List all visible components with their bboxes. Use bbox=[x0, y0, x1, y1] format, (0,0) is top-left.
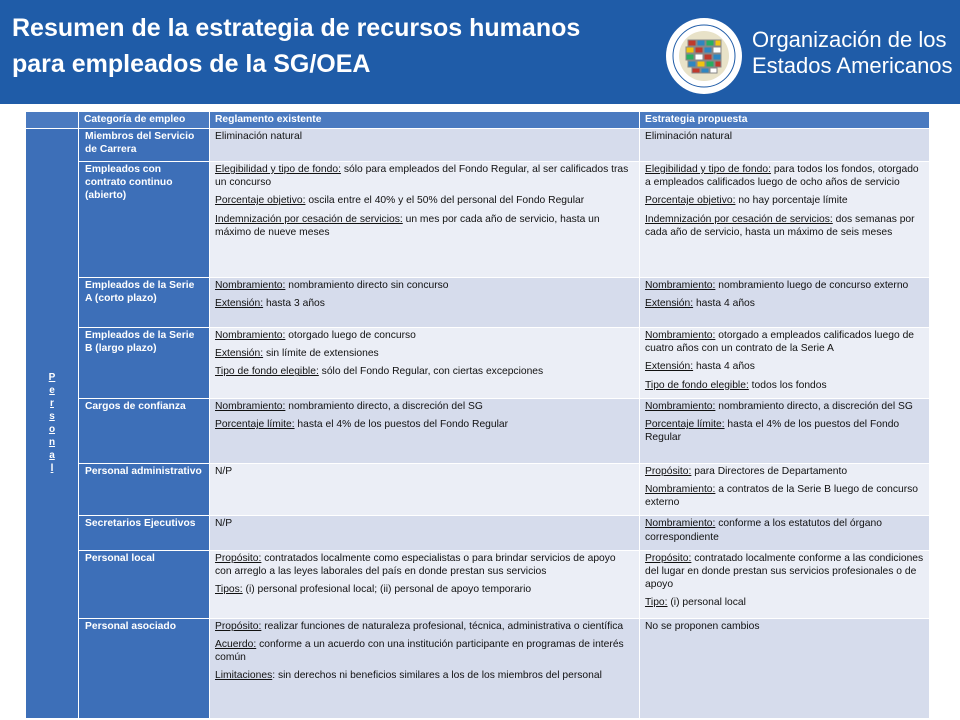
table-row bbox=[26, 162, 930, 278]
side-letter: n bbox=[48, 437, 56, 449]
proposed-item: Porcentaje límite: hasta el 4% de los puestos del Fondo Regular bbox=[645, 419, 900, 444]
proposed-item: Nombramiento: conforme a los estatutos del órgano correspondiente bbox=[645, 518, 882, 543]
table-row bbox=[26, 618, 930, 718]
existing-cell bbox=[210, 516, 640, 550]
existing-item: Nombramiento: otorgado luego de concurso bbox=[215, 330, 416, 341]
proposed-item: Porcentaje objetivo: no hay porcentaje límite bbox=[645, 195, 848, 207]
proposed-item: Nombramiento: nombramiento luego de concurso externo bbox=[645, 280, 909, 291]
table-row bbox=[26, 328, 930, 399]
title-line-1: Resumen de la estrategia de recursos humanos bbox=[12, 14, 581, 42]
existing-item: Extensión: hasta 3 años bbox=[215, 298, 325, 310]
existing-item: Porcentaje límite: hasta el 4% de los puestos del Fondo Regular bbox=[215, 419, 509, 431]
existing-item: Tipos: (i) personal profesional local; (ii) personal de apoyo temporario bbox=[215, 584, 532, 596]
proposed-item: Tipo: (i) personal local bbox=[645, 597, 746, 609]
category-cell: Empleados con contrato continuo (abierto) bbox=[79, 162, 210, 278]
existing-cell bbox=[210, 129, 640, 162]
proposed-item: Extensión: hasta 4 años bbox=[645, 298, 755, 310]
existing-cell bbox=[210, 463, 640, 516]
proposed-cell bbox=[640, 398, 930, 463]
table-row bbox=[26, 129, 930, 162]
existing-item: N/P bbox=[215, 465, 233, 477]
existing-cell bbox=[210, 278, 640, 328]
existing-item: Extensión: sin límite de extensiones bbox=[215, 348, 379, 360]
side-letter: r bbox=[50, 398, 54, 410]
page-title bbox=[12, 10, 652, 82]
proposed-item: Extensión: hasta 4 años bbox=[645, 361, 755, 373]
proposed-cell bbox=[640, 278, 930, 328]
proposed-item: Indemnización por cesación de servicios: dos semanas por cada año de servicio, hasta un máximo de seis meses bbox=[645, 213, 915, 238]
category-cell: Empleados de la Serie A (corto plazo) bbox=[79, 278, 210, 328]
existing-item: Propósito: contratados localmente como especialistas o para brindar servicios de apoyo con arreglo a las leyes laborales del país en donde prestan sus servicios bbox=[215, 552, 616, 578]
proposed-item: No se proponen cambios bbox=[645, 620, 760, 632]
table-header-row bbox=[26, 112, 930, 129]
existing-item: Tipo de fondo elegible: sólo del Fondo Regular, con ciertas excepciones bbox=[215, 366, 544, 378]
existing-item: Porcentaje objetivo: oscila entre el 40% y el 50% del personal del Fondo Regular bbox=[215, 195, 585, 207]
proposed-cell bbox=[640, 516, 930, 550]
proposed-item: Nombramiento: a contratos de la Serie B luego de concurso externo bbox=[645, 484, 919, 509]
existing-cell bbox=[210, 328, 640, 399]
existing-cell bbox=[210, 398, 640, 463]
header-category: Categoría de empleo bbox=[79, 112, 210, 129]
side-label-personal bbox=[26, 129, 79, 719]
organization-name bbox=[752, 27, 953, 79]
existing-item: Indemnización por cesación de servicios: un mes por cada año de servicio, hasta un máximo de nueve meses bbox=[215, 213, 600, 238]
table-row bbox=[26, 516, 930, 550]
proposed-item: Tipo de fondo elegible: todos los fondos bbox=[645, 379, 827, 391]
side-letter: e bbox=[49, 385, 55, 397]
category-cell: Cargos de confianza bbox=[79, 398, 210, 463]
proposed-cell bbox=[640, 162, 930, 278]
existing-cell bbox=[210, 618, 640, 718]
existing-item: Nombramiento: nombramiento directo, a discreción del SG bbox=[215, 400, 483, 412]
existing-cell bbox=[210, 550, 640, 618]
category-cell: Miembros del Servicio de Carrera bbox=[79, 129, 210, 162]
existing-item: N/P bbox=[215, 518, 233, 530]
existing-item: Elegibilidad y tipo de fondo: sólo para empleados del Fondo Regular, al ser calificados tras un concurso bbox=[215, 164, 629, 189]
side-letter: a bbox=[49, 450, 55, 462]
header-proposed: Estrategia propuesta bbox=[640, 112, 930, 129]
side-letter: o bbox=[48, 424, 56, 436]
existing-item: Nombramiento: nombramiento directo sin concurso bbox=[215, 280, 449, 291]
org-name-line-1: Organización de los bbox=[752, 27, 947, 52]
table-row bbox=[26, 278, 930, 328]
title-line-2: para empleados de la SG/OEA bbox=[12, 50, 371, 78]
oas-seal-logo bbox=[664, 16, 744, 96]
category-cell: Personal asociado bbox=[79, 618, 210, 718]
category-cell: Personal local bbox=[79, 550, 210, 618]
proposed-item: Elegibilidad y tipo de fondo: para todos los fondos, otorgado a empleados calificados luego de ocho años de servicio bbox=[645, 164, 919, 189]
proposed-item: Propósito: contratado localmente conforme a las condiciones del lugar en donde prestan sus servicios profesionales o de apoyo bbox=[645, 552, 924, 591]
proposed-item: Nombramiento: nombramiento directo, a discreción del SG bbox=[645, 400, 913, 412]
proposed-cell bbox=[640, 463, 930, 516]
category-cell: Empleados de la Serie B (largo plazo) bbox=[79, 328, 210, 399]
side-letter: s bbox=[49, 411, 55, 423]
proposed-item: Propósito: para Directores de Departamento bbox=[645, 465, 848, 477]
proposed-cell bbox=[640, 618, 930, 718]
header-blank bbox=[26, 112, 79, 129]
proposed-cell bbox=[640, 328, 930, 399]
existing-item: Acuerdo: conforme a un acuerdo con una institución participante en programas de interés común bbox=[215, 639, 624, 664]
category-cell: Personal administrativo bbox=[79, 463, 210, 516]
side-letter: P bbox=[48, 372, 56, 384]
proposed-cell bbox=[640, 129, 930, 162]
proposed-item: Eliminación natural bbox=[645, 131, 732, 142]
existing-cell bbox=[210, 162, 640, 278]
existing-item: Eliminación natural bbox=[215, 131, 302, 142]
existing-item: Propósito: realizar funciones de naturaleza profesional, técnica, administrativa o científica bbox=[215, 620, 624, 632]
org-name-line-2: Estados Americanos bbox=[752, 53, 953, 78]
table-row bbox=[26, 398, 930, 463]
table-row bbox=[26, 550, 930, 618]
proposed-item: Nombramiento: otorgado a empleados calificados luego de cuatro años con un contrato de la Serie A bbox=[645, 330, 915, 355]
existing-item: Limitaciones: sin derechos ni beneficios similares a los de los miembros del personal bbox=[215, 670, 602, 682]
header-existing: Reglamento existente bbox=[210, 112, 640, 129]
hr-strategy-table bbox=[25, 111, 929, 719]
category-cell: Secretarios Ejecutivos bbox=[79, 516, 210, 550]
header-banner bbox=[0, 0, 960, 104]
side-letter: l bbox=[50, 463, 54, 475]
proposed-cell bbox=[640, 550, 930, 618]
table-row bbox=[26, 463, 930, 516]
